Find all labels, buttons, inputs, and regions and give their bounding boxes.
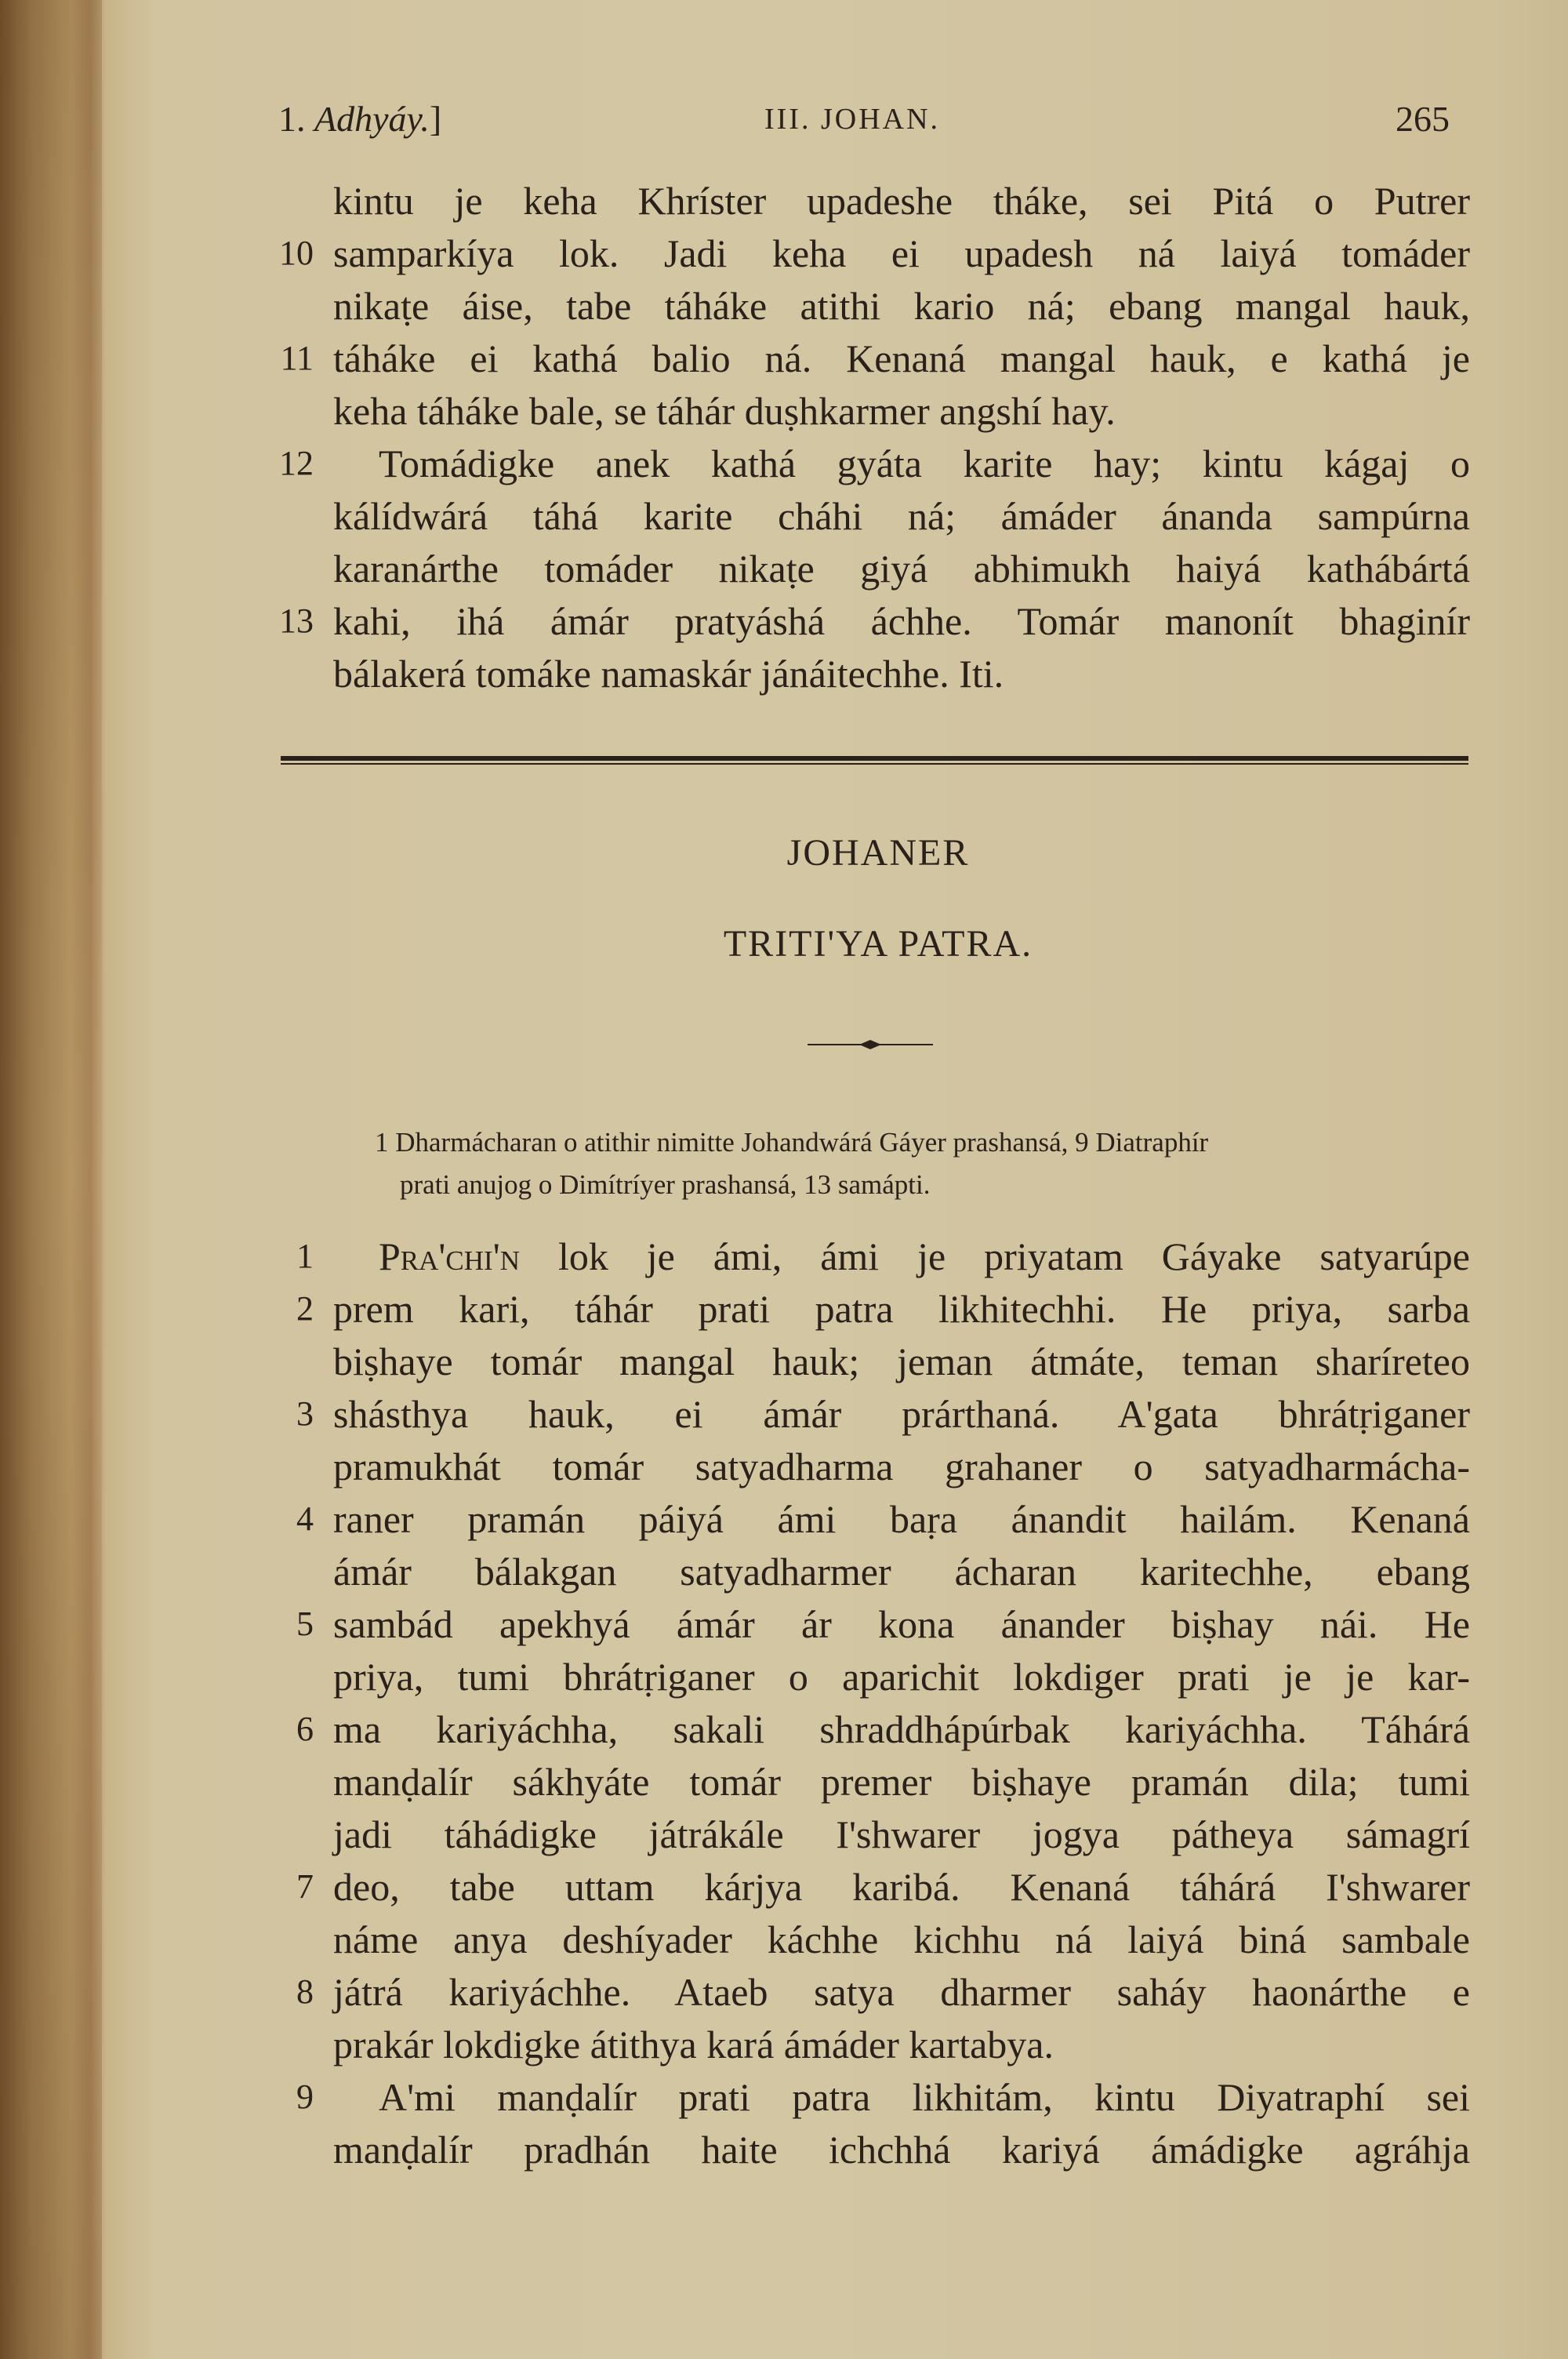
text-line: ámár bálakgan satyadharmer ácharan karitechhe, ebang <box>333 1550 1470 1594</box>
chapter-summary-line-1: 1 Dharmácharan o atithir nimitte Johandwárá Gáyer prashansá, 9 Diatraphír <box>375 1127 1209 1158</box>
text-line: sambád apekhyá ámár ár kona ánander biṣhay nái. He <box>333 1602 1470 1646</box>
text-line: manḍalír pradhán haite ichchhá kariyá ámádigke agráhja <box>333 2128 1470 2172</box>
text-line: pramukhát tomár satyadharma grahaner o satyadharmácha- <box>333 1445 1470 1488</box>
text-line: ma kariyáchha, sakali shraddhápúrbak kariyáchha. Táhárá <box>333 1707 1470 1751</box>
ornament-divider-icon <box>808 1037 933 1052</box>
text-line: kintu je keha Khríster upadeshe tháke, sei Pitá o Putrer <box>333 179 1470 223</box>
text-line: keha táháke bale, se táhár duṣhkarmer angshí hay. <box>333 389 1116 433</box>
text-line: bálakerá tomáke namaskár jánáitechhe. Iti. <box>333 652 1004 696</box>
verse-number: 11 <box>280 339 314 377</box>
text-line: karanárthe tomáder nikaṭe giyá abhimukh haiyá kathábártá <box>333 547 1470 591</box>
text-line: prem kari, táhár prati patra likhitechhi. He priya, sarba <box>333 1287 1470 1331</box>
page-number: 265 <box>1396 99 1450 139</box>
text-line: jadi táhádigke játrákále I'shwarer jogya pátheya sámagrí <box>333 1812 1470 1856</box>
verse-number: 3 <box>296 1394 314 1433</box>
verse-number: 4 <box>296 1499 314 1538</box>
book-title-header: III. JOHAN. <box>764 103 941 136</box>
text-line: kahi, ihá ámár pratyáshá áchhe. Tomár manonít bhaginír <box>333 599 1470 643</box>
text-line: náme anya deshíyader káchhe kichhu ná laiyá biná sambale <box>333 1917 1470 1961</box>
text-line: táháke ei kathá balio ná. Kenaná mangal hauk, e kathá je <box>333 336 1470 380</box>
text-line: raner pramán páiyá ámi baṛa ánandit hailám. Kenaná <box>333 1497 1470 1541</box>
text-line: játrá kariyáchhe. Ataeb satya dharmer saháy haonárthe e <box>333 1970 1470 2014</box>
opening-word: Pra'chi'n <box>379 1234 520 1278</box>
verse-number: 6 <box>296 1710 314 1748</box>
text-line: prakár lokdigke átithya kará ámáder kartabya. <box>333 2023 1054 2066</box>
section-divider-rule <box>281 756 1468 761</box>
text-line <box>333 1233 1470 1280</box>
chapter-summary-line-2: prati anujog o Dimítríyer prashansá, 13 samápti. <box>400 1169 931 1200</box>
section-divider-rule-thin <box>281 763 1468 765</box>
text-line: shásthya hauk, ei ámár prárthaná. A'gata bhrátṛiganer <box>333 1392 1470 1436</box>
verse-number: 12 <box>279 444 314 482</box>
verse-number: 5 <box>296 1605 314 1643</box>
text-line: deo, tabe uttam kárjya karibá. Kenaná táhárá I'shwarer <box>333 1865 1470 1909</box>
verse-number: 7 <box>296 1867 314 1906</box>
text-line: kálídwárá táhá karite cháhi ná; ámáder ánanda sampúrna <box>333 494 1470 538</box>
verse-number: 13 <box>279 602 314 640</box>
verse-number: 9 <box>296 2077 314 2116</box>
book-title-line-1: JOHANER <box>786 832 970 874</box>
verse-number: 10 <box>279 234 314 272</box>
text-line: biṣhaye tomár mangal hauk; jeman átmáte, teman sharíreteo <box>333 1339 1470 1383</box>
text-line-rest: lok je ámi, ámi je priyatam Gáyake satyarúpe <box>520 1234 1470 1278</box>
verse-number: 8 <box>296 1972 314 2011</box>
text-line: priya, tumi bhrátṛiganer o aparichit lokdiger prati je je kar- <box>333 1655 1470 1699</box>
text-line: nikaṭe áise, tabe táháke atithi kario ná; ebang mangal hauk, <box>333 284 1470 328</box>
text-line: A'mi manḍalír prati patra likhitám, kintu Diyatraphí sei <box>379 2075 1470 2119</box>
chapter-reference: 1. Adhyáy.] <box>278 99 442 139</box>
text-line: manḍalír sákhyáte tomár premer biṣhaye pramán dila; tumi <box>333 1760 1470 1804</box>
verse-number: 1 <box>296 1237 314 1275</box>
verse-number: 2 <box>296 1289 314 1328</box>
text-line: Tomádigke anek kathá gyáta karite hay; kintu kágaj o <box>379 442 1470 485</box>
book-title-line-2: TRITI'YA PATRA. <box>723 923 1033 965</box>
facing-page-gutter <box>0 0 102 2359</box>
text-line: samparkíya lok. Jadi keha ei upadesh ná laiyá tomáder <box>333 231 1470 275</box>
